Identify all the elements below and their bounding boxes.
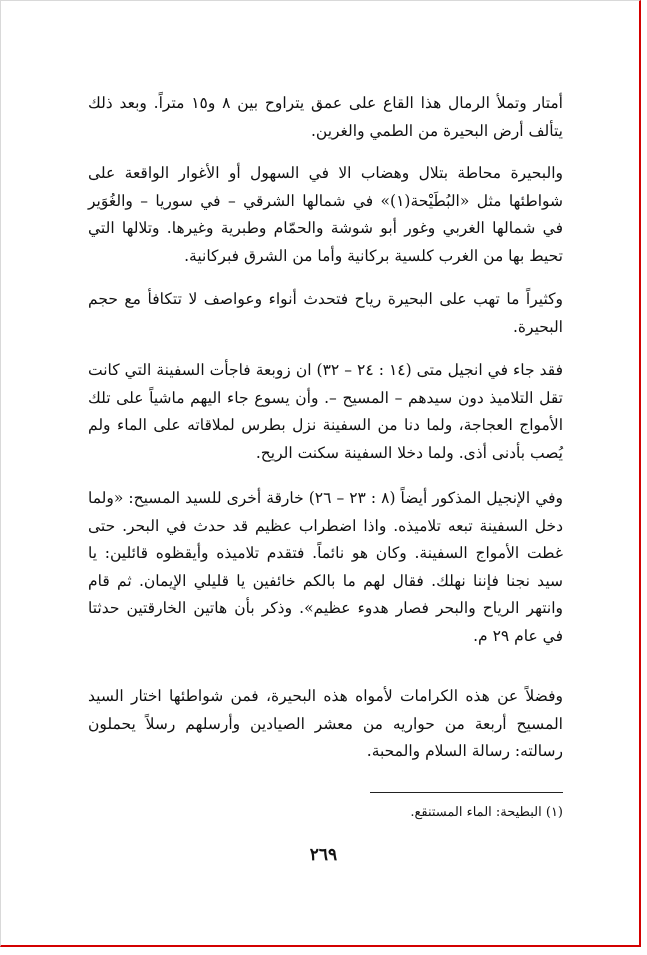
footnote-divider — [370, 792, 563, 793]
paragraph-4: فقد جاء في انجيل متى (١٤ : ٢٤ – ٣٢) ان زوبعة فاجأت السفينة التي كانت تقل التلاميذ دون سيدهم – المسيح –. وأن يسوع جاء اليهم ماشياً على تلك الأمواج العجاجة، ولما دنا من السفينة نزل بطرس لملاقاته على الماء ولم يُصب بأدنى أذى. ولما دخلا السفينة سكنت الريح. — [88, 361, 563, 462]
paragraph-2: والبحيرة محاطة بتلال وهضاب الا في السهول أو الأغوار الواقعة على شواطئها مثل «البُطَيْحة(١)» في شمالها الشرقي – في سوريا – والغُوَير في شمالها الغربي وغور أبو شوشة والحمّام وطبرية وغيرها. وتلالها التي تحيط بها من الغرب كلسية بركانية وأما من الشرق فبركانية. — [88, 164, 564, 265]
paragraph-3: وكثيراً ما تهب على البحيرة رياح فتحدث أنواء وعواصف لا تتكافأ مع حجم البحيرة. — [88, 290, 563, 336]
paragraph-6: وفضلاً عن هذه الكرامات لأمواه هذه البحيرة، فمن شواطئها اختار السيد المسيح أربعة من حواريه من معشر الصيادين وأرسلهم رسلاً يحملون رسالته: رسالة السلام والمحبة. — [88, 687, 563, 760]
paragraph-1: أمتار وتملأ الرمال هذا القاع على عمق يتراوح بين ٨ و١٥ متراً. وبعد ذلك يتألف أرض البحيرة من الطمي والغرين. — [88, 94, 563, 140]
footnote: (١) البطيحة: الماء المستنقع. — [410, 805, 563, 820]
page-number: ٢٦٩ — [309, 845, 338, 865]
paragraph-5: وفي الإنجيل المذكور أيضاً (٨ : ٢٣ – ٢٦) خارقة أخرى للسيد المسيح: «ولما دخل السفينة تبعه تلاميذه. واذا اضطراب عظيم قد حدث في البحر. حتى غطت الأمواج السفينة. وكان هو نائماً. فتقدم تلاميذه وأيقظوه قائلين: يا سيد نجنا فإننا نهلك. فقال لهم ما بالكم خائفين يا قليلي الإيمان. ثم قام وانتهر الرياح والبحر فصار هدوء عظيم». وذكر بأن هاتين الخارقتين حدثتا في عام ٢٩ م. — [88, 489, 564, 645]
